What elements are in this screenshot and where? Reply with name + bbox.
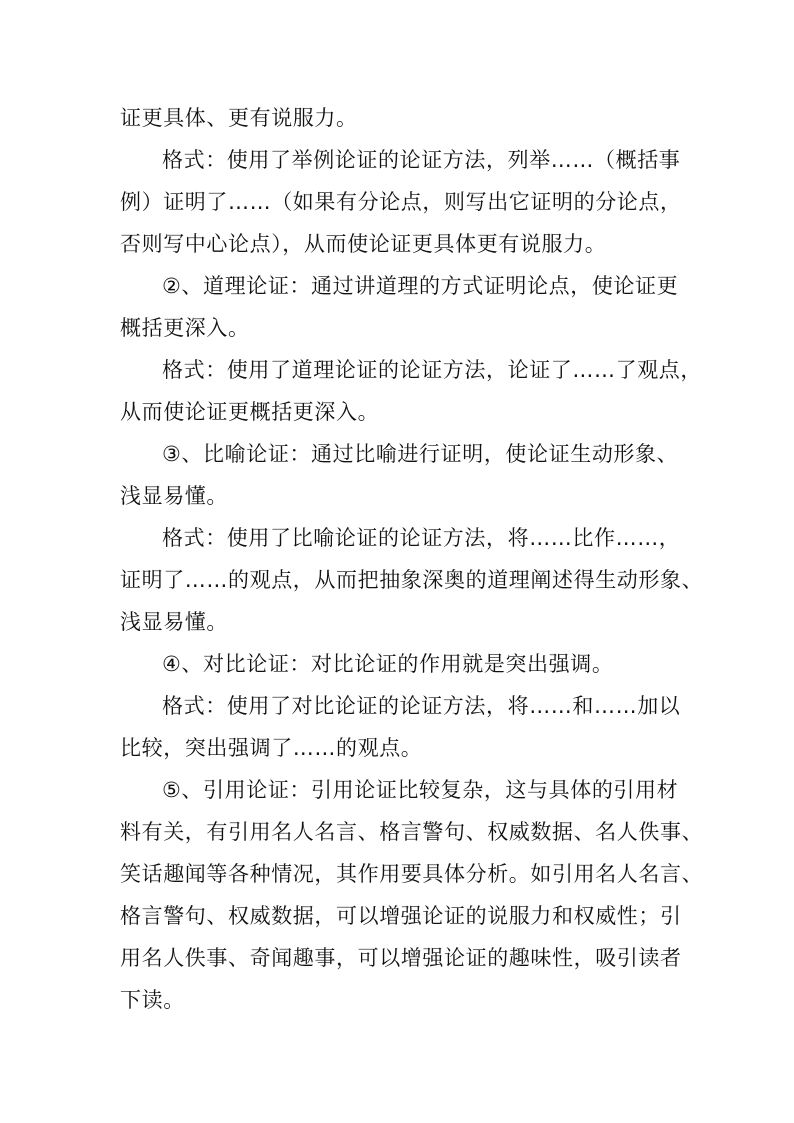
text-line: 否则写中心论点），从而使论证更具体更有说服力。 — [120, 232, 607, 256]
text-line: 格式：使用了道理论证的论证方法，论证了……了观点， — [162, 358, 702, 382]
text-line: ⑤、引用论证：引用论证比较复杂，这与具体的引用材 — [162, 778, 679, 802]
text-line: 格式：使用了比喻论证的论证方法，将……比作……， — [162, 526, 681, 550]
text-line: 比较，突出强调了……的观点。 — [120, 736, 423, 760]
text-line: 从而使论证更概括更深入。 — [120, 400, 380, 424]
text-line: 下读。 — [120, 988, 185, 1012]
text-line: ③、比喻论证：通过比喻进行证明，使论证生动形象、 — [162, 442, 679, 466]
text-line: 浅显易懂。 — [120, 610, 228, 634]
text-line: 用名人佚事、奇闻趣事，可以增强论证的趣味性，吸引读者 — [120, 946, 682, 970]
text-line: 格式：使用了对比论证的论证方法，将……和……加以 — [162, 694, 681, 718]
text-line: 证更具体、更有说服力。 — [120, 106, 358, 130]
text-line: 笑话趣闻等各种情况，其作用要具体分析。如引用名人名言、 — [120, 862, 704, 886]
text-line: 概括更深入。 — [120, 316, 250, 340]
text-line: 浅显易懂。 — [120, 484, 228, 508]
text-line: ④、对比论证：对比论证的作用就是突出强调。 — [162, 652, 614, 676]
text-line: ②、道理论证：通过讲道理的方式证明论点，使论证更 — [162, 274, 679, 298]
text-line: 例）证明了……（如果有分论点，则写出它证明的分论点， — [120, 190, 682, 214]
text-line: 格式：使用了举例论证的论证方法，列举……（概括事 — [162, 148, 681, 172]
text-line: 料有关，有引用名人名言、格言警句、权威数据、名人佚事、 — [120, 820, 704, 844]
text-line: 证明了……的观点，从而把抽象深奥的道理阐述得生动形象、 — [120, 568, 704, 592]
text-line: 格言警句、权威数据，可以增强论证的说服力和权威性；引 — [120, 904, 682, 928]
